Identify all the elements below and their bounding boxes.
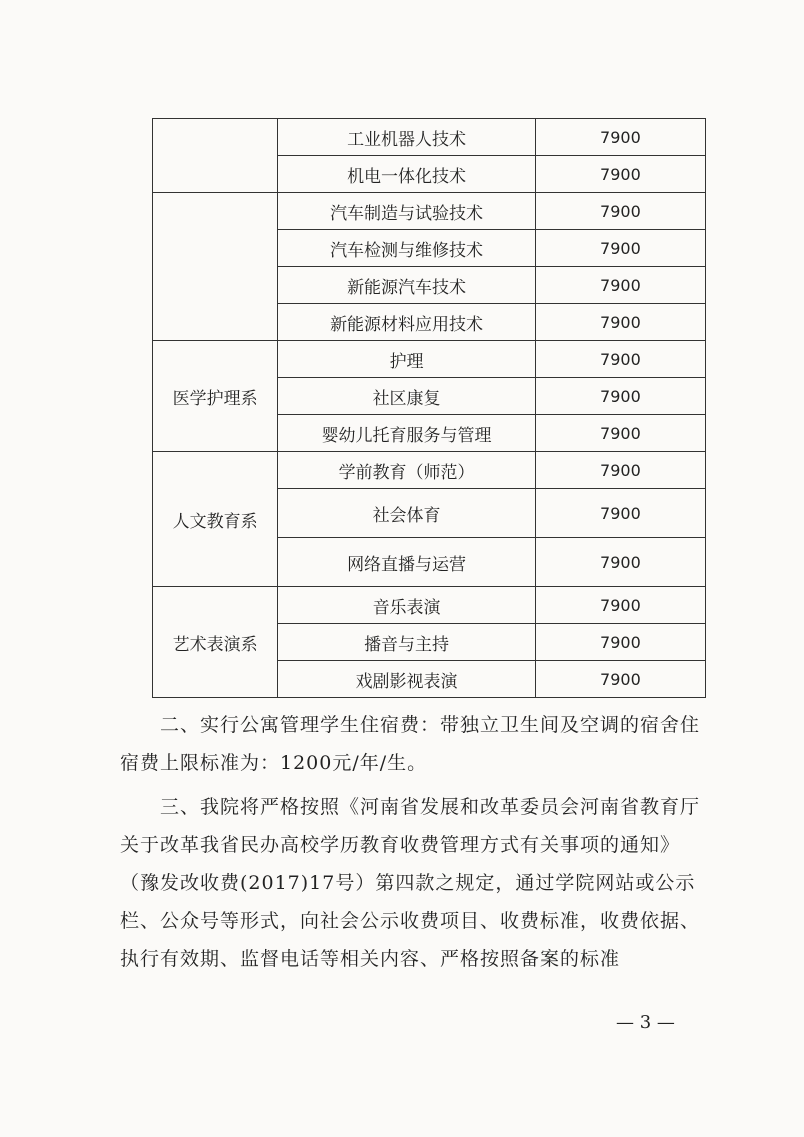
- fee-cell: 7900: [535, 415, 705, 452]
- fee-cell: 7900: [535, 267, 705, 304]
- fee-cell: 7900: [535, 341, 705, 378]
- major-cell: 播音与主持: [278, 624, 536, 661]
- fee-cell: 7900: [535, 489, 705, 538]
- major-cell: 汽车制造与试验技术: [278, 193, 536, 230]
- dept-cell: 艺术表演系: [153, 587, 278, 698]
- paragraph-accommodation-fee: 二、实行公寓管理学生住宿费：带独立卫生间及空调的宿舍住宿费上限标准为：1200元/年/生。: [120, 714, 701, 774]
- fee-table: [152, 118, 706, 698]
- table-row: [153, 193, 706, 230]
- major-cell: 新能源材料应用技术: [278, 304, 536, 341]
- fee-cell: 7900: [535, 624, 705, 661]
- fee-cell: 7900: [535, 378, 705, 415]
- major-cell: 网络直播与运营: [278, 538, 536, 587]
- table-row: [153, 587, 706, 624]
- fee-cell: 7900: [535, 587, 705, 624]
- major-cell: 戏剧影视表演: [278, 661, 536, 698]
- major-cell: 机电一体化技术: [278, 156, 536, 193]
- major-cell: 社区康复: [278, 378, 536, 415]
- table-row: [153, 341, 706, 378]
- major-cell: 婴幼儿托育服务与管理: [278, 415, 536, 452]
- fee-cell: 7900: [535, 452, 705, 489]
- fee-cell: 7900: [535, 193, 705, 230]
- fee-cell: 7900: [535, 119, 705, 156]
- dept-cell: [153, 193, 278, 341]
- major-cell: 汽车检测与维修技术: [278, 230, 536, 267]
- major-cell: 音乐表演: [278, 587, 536, 624]
- table-row: [153, 119, 706, 156]
- table-row: [153, 452, 706, 489]
- page-number: — 3 —: [616, 1012, 675, 1033]
- major-cell: 护理: [278, 341, 536, 378]
- major-cell: 社会体育: [278, 489, 536, 538]
- fee-cell: 7900: [535, 538, 705, 587]
- fee-cell: 7900: [535, 156, 705, 193]
- dept-cell: 人文教育系: [153, 452, 278, 587]
- major-cell: 工业机器人技术: [278, 119, 536, 156]
- fee-cell: 7900: [535, 230, 705, 267]
- paragraph-fee-disclosure: 三、我院将严格按照《河南省发展和改革委员会河南省教育厅关于改革我省民办高校学历教育收费管理方式有关事项的通知》（豫发改收费(2017)17号）第四款之规定，通过学院网站或公示栏、公众号等形式，向社会公示收费项目、收费标准，收费依据、执行有效期、监督电话等相关内容、严格按照备案的标准: [120, 796, 701, 970]
- dept-cell: [153, 119, 278, 193]
- major-cell: 新能源汽车技术: [278, 267, 536, 304]
- fee-cell: 7900: [535, 304, 705, 341]
- dept-cell: 医学护理系: [153, 341, 278, 452]
- fee-cell: 7900: [535, 661, 705, 698]
- major-cell: 学前教育（师范）: [278, 452, 536, 489]
